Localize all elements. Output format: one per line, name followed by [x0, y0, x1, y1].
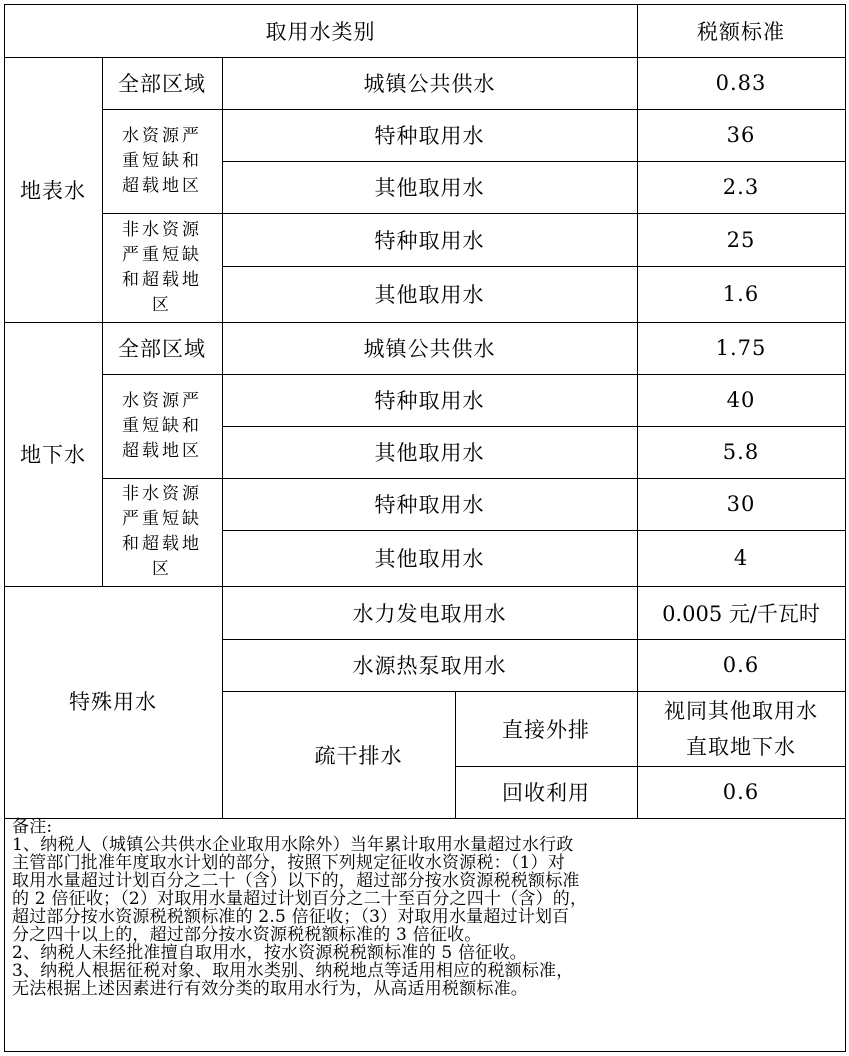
notes-line: 分之四十以上的，超过部分按水资源税税额标准的 3 倍征收。 [12, 925, 482, 945]
surface-region-all: 全部区域 [118, 72, 206, 96]
heatpump-rate: 0.6 [722, 653, 760, 677]
surface-rate-5: 1.6 [722, 282, 760, 306]
drainage-recycle-rate: 0.6 [722, 780, 760, 804]
surface-water-label: 地表水 [20, 178, 86, 203]
drainage-recycle-type: 回收利用 [502, 781, 590, 805]
border-bottom [4, 1051, 846, 1052]
ground-region-short: 水资源严重短缺和超载地区 [122, 390, 202, 461]
hydro-rate: 0.005 元/千瓦时 [662, 601, 820, 626]
drainage-direct-type: 直接外排 [502, 717, 590, 742]
notes-title: 备注: [12, 817, 53, 837]
surface-type-2: 特种取用水 [374, 124, 485, 148]
drainage-label: 疏干排水 [314, 743, 403, 768]
surface-region-nonshort: 非水资源严重短缺和超载地区 [122, 219, 202, 315]
surface-rate-1: 0.83 [715, 71, 767, 95]
ground-water-label: 地下水 [20, 443, 86, 467]
ground-region-all: 全部区域 [118, 337, 206, 361]
ground-rate-4: 30 [726, 492, 756, 516]
notes-line: 3、纳税人根据征税对象、取用水类别、纳税地点等适用相应的税额标准， [12, 961, 574, 981]
notes-line: 主管部门批准年度取水计划的部分，按照下列规定征收水资源税：（1）对 [12, 853, 565, 873]
ground-type-4: 特种取用水 [374, 493, 485, 517]
surface-type-4: 特种取用水 [374, 228, 485, 253]
special-water-label: 特殊用水 [69, 690, 157, 714]
surface-type-1: 城镇公共供水 [363, 72, 496, 96]
notes-line: 的 2 倍征收；（2）对取用水量超过计划百分之二十至百分之四十（含）的， [12, 889, 588, 909]
heatpump-type: 水源热泵取用水 [352, 654, 507, 678]
header-rate: 税额标准 [697, 19, 785, 44]
header-category: 取用水类别 [265, 19, 376, 44]
ground-rate-2: 40 [726, 388, 756, 412]
ground-type-3: 其他取用水 [374, 441, 485, 465]
ground-rate-5: 4 [733, 546, 749, 570]
notes-line: 1、纳税人（城镇公共供水企业取用水除外）当年累计取用水量超过水行政 [12, 835, 574, 855]
drainage-direct-rate [637, 691, 845, 766]
hydro-type: 水力发电取用水 [352, 601, 507, 626]
border-right [845, 4, 846, 1052]
ground-type-5: 其他取用水 [374, 547, 485, 571]
notes-section [12, 818, 836, 998]
ground-type-2: 特种取用水 [374, 389, 485, 413]
surface-rate-2: 36 [726, 123, 756, 147]
surface-region-short: 水资源严重短缺和超载地区 [122, 125, 202, 196]
surface-type-5: 其他取用水 [374, 283, 485, 307]
surface-rate-4: 25 [726, 227, 756, 252]
ground-rate-1: 1.75 [715, 336, 767, 360]
notes-line: 取用水量超过计划百分之二十（含）以下的，超过部分按水资源税税额标准 [12, 871, 580, 891]
ground-rate-3: 5.8 [722, 440, 760, 464]
surface-rate-3: 2.3 [722, 175, 760, 199]
notes-line: 超过部分按水资源税税额标准的 2.5 倍征收；（3）对取用水量超过计划百 [12, 907, 570, 927]
notes-line: 2、纳税人未经批准擅自取用水，按水资源税税额标准的 5 倍征收。 [12, 943, 527, 963]
ground-region-nonshort: 非水资源严重短缺和超载地区 [122, 484, 202, 579]
ground-type-1: 城镇公共供水 [363, 337, 496, 361]
drainage-direct-rate-line2: 直取地下水 [686, 734, 796, 759]
surface-type-3: 其他取用水 [374, 176, 485, 200]
notes-line: 无法根据上述因素进行有效分类的取用水行为，从高适用税额标准。 [12, 979, 528, 999]
drainage-direct-rate-line1: 视同其他取用水 [664, 698, 818, 723]
